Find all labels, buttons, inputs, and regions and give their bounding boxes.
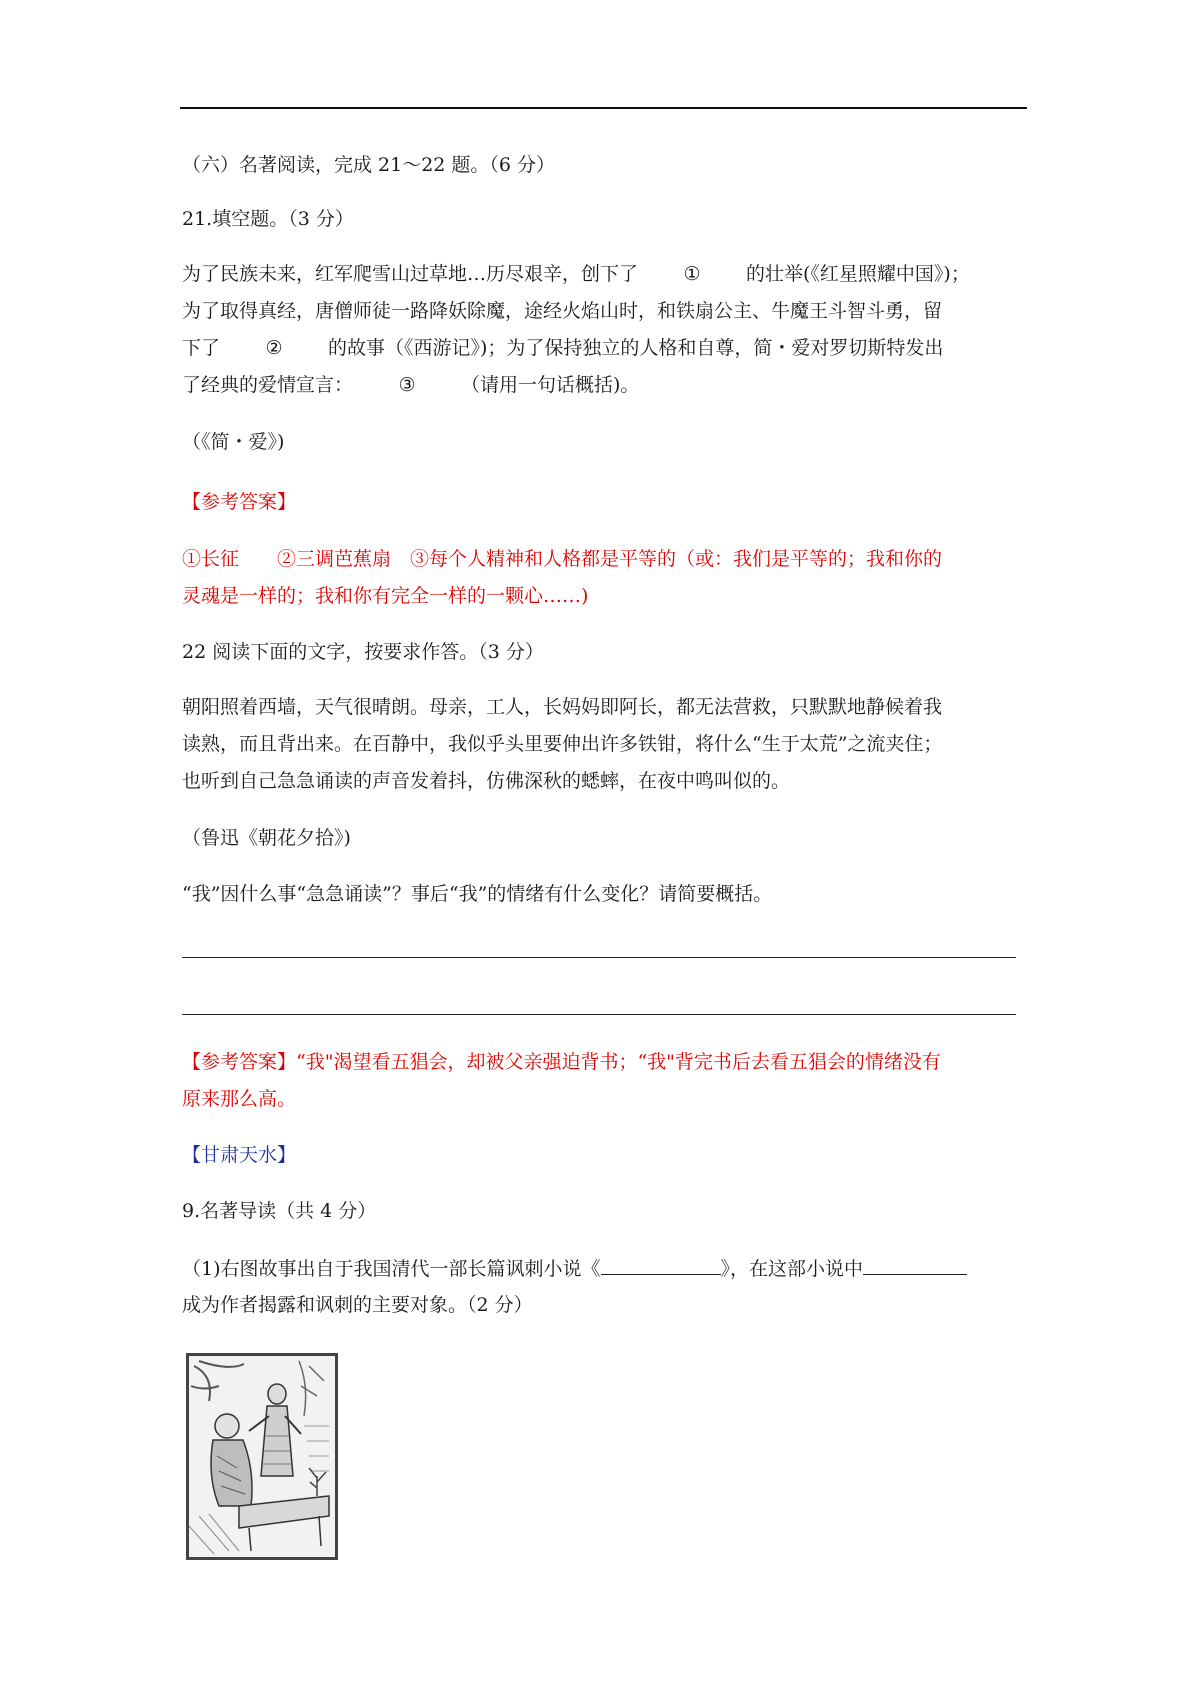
- blank-1: ①: [683, 263, 701, 285]
- q22-source: （鲁迅《朝花夕拾》): [182, 827, 351, 849]
- section-heading: （六）名著阅读，完成 21～22 题。（6 分）: [182, 154, 556, 176]
- q21-answer-label: 【参考答案】: [182, 491, 297, 513]
- q9-part1-line1: （1)右图故事出自于我国清代一部长篇讽刺小说《 》，在这部小说中: [182, 1256, 1032, 1281]
- q22-passage-line1: 朝阳照着西墙，天气很晴朗。母亲，工人，长妈妈即阿长，都无法营救，只默默地静候着我: [182, 696, 943, 718]
- q21-line1: 为了民族未来，红军爬雪山过草地…历尽艰辛，创下了 ① 的壮举(《红星照耀中国》)；: [182, 263, 970, 285]
- q9-title: 9.名著导读（共 4 分）: [182, 1200, 377, 1222]
- region-tag: 【甘肃天水】: [182, 1144, 297, 1166]
- q22-answer-line2: 原来那么高。: [182, 1088, 297, 1110]
- target-blank[interactable]: [863, 1256, 967, 1275]
- q9-part1-line2: 成为作者揭露和讽刺的主要对象。（2 分）: [182, 1294, 533, 1316]
- blank-3: ③: [398, 374, 416, 396]
- q22-passage-line3: 也听到自己急急诵读的声音发着抖，仿佛深秋的蟋蟀，在夜中鸣叫似的。: [182, 770, 791, 792]
- q21-source: （《简・爱》): [182, 431, 285, 453]
- header-rule: [180, 107, 1027, 109]
- q22-passage-line2: 读熟，而且背出来。在百静中，我似乎头里要伸出许多铁钳，将什么“生于太荒”之流夹住；: [182, 733, 943, 755]
- q22-answer-label: 【参考答案】: [182, 1051, 297, 1073]
- blank-2: ②: [265, 337, 283, 359]
- answer-blank-line-2[interactable]: [182, 1014, 1016, 1015]
- q21-line4: 了经典的爱情宣言： ③ （请用一句话概括)。: [182, 374, 640, 396]
- q22-question: “我”因什么事“急急诵读”？事后“我”的情绪有什么变化？请简要概括。: [182, 883, 773, 905]
- q21-answer-line1: ①长征 ②三调芭蕉扇 ③每个人精神和人格都是平等的（或：我们是平等的；我和你的: [182, 548, 943, 570]
- q21-title: 21.填空题。（3 分）: [182, 208, 354, 230]
- book-title-blank[interactable]: [601, 1256, 721, 1275]
- q21-answer-line2: 灵魂是一样的；我和你有完全一样的一颗心……): [182, 585, 589, 607]
- q22-title: 22 阅读下面的文字，按要求作答。（3 分）: [182, 641, 544, 663]
- story-illustration: [186, 1353, 338, 1560]
- answer-blank-line-1[interactable]: [182, 957, 1016, 958]
- q21-line3: 下了 ② 的故事（《西游记》)；为了保持独立的人格和自尊，简・爱对罗切斯特发出: [182, 337, 944, 359]
- q22-answer: 【参考答案】“我"渴望看五猖会，却被父亲强迫背书；“我"背完书后去看五猖会的情绪没有: [182, 1051, 941, 1073]
- q21-line2: 为了取得真经，唐僧师徒一路降妖除魔，途经火焰山时，和铁扇公主、牛魔王斗智斗勇，留: [182, 300, 943, 322]
